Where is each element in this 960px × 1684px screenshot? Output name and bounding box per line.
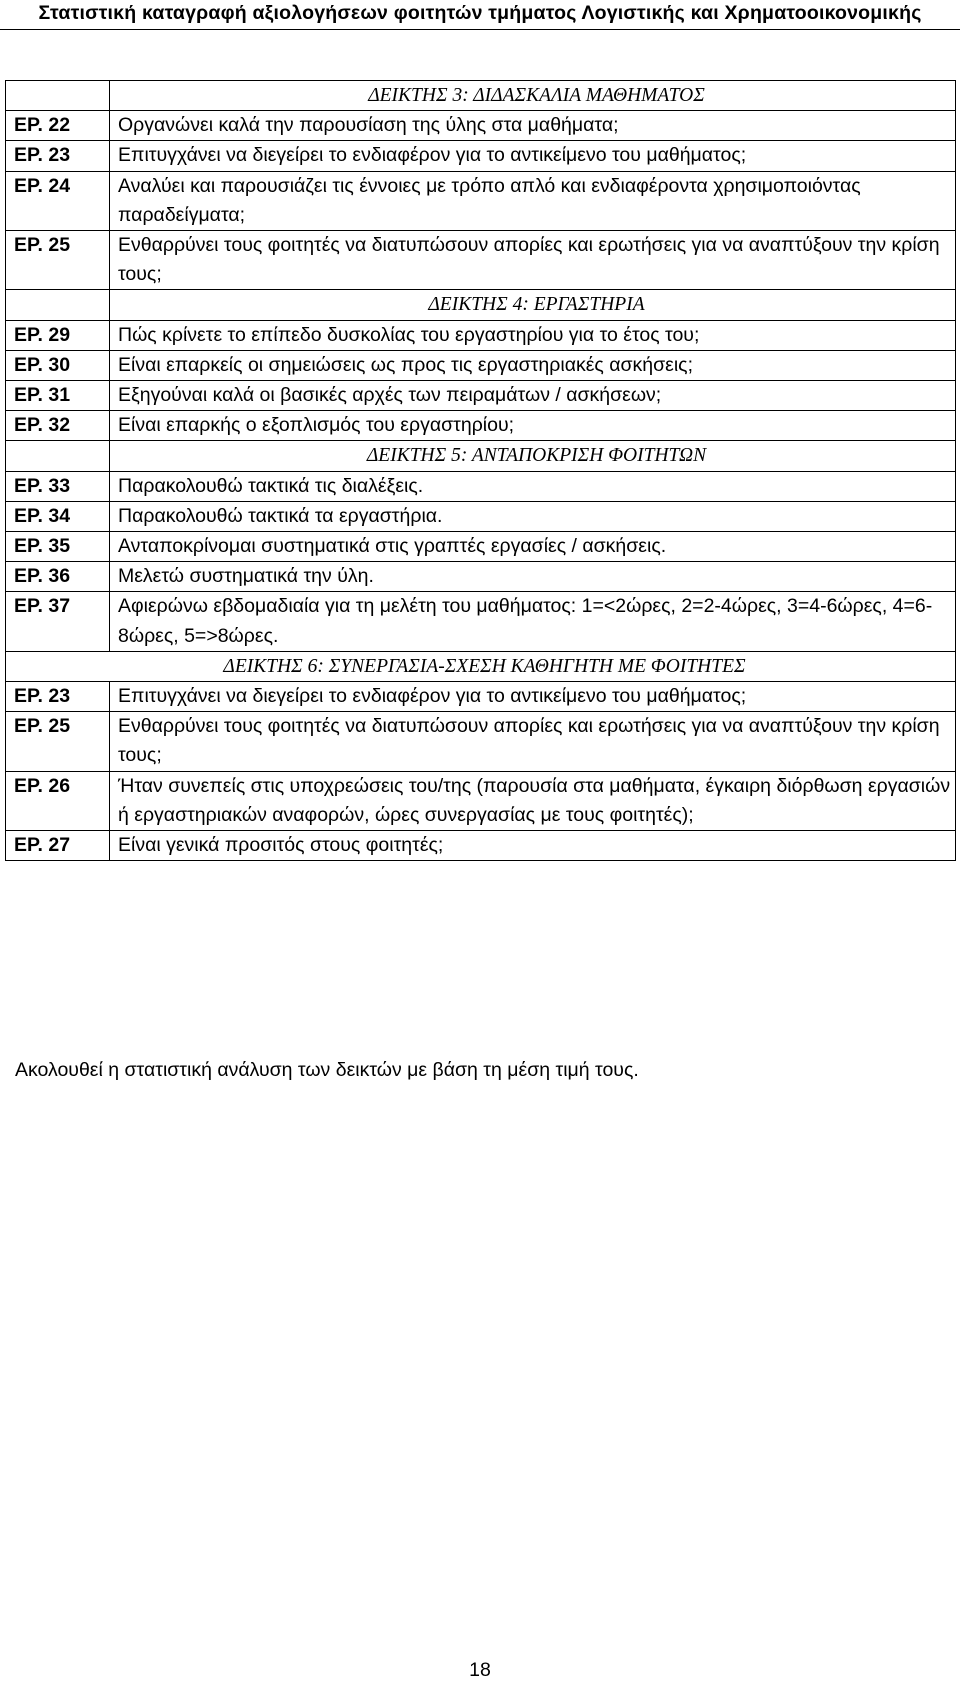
table-row [6, 771, 956, 830]
question-code: ΕΡ. 25 [6, 712, 110, 771]
question-code: ΕΡ. 37 [6, 592, 110, 651]
section-empty-cell [6, 441, 110, 471]
table-row [6, 411, 956, 441]
question-text: Είναι επαρκής ο εξοπλισμός του εργαστηρίου; [110, 411, 956, 441]
survey-questions-table [5, 80, 956, 861]
section-row-indicator-5 [6, 441, 956, 471]
table-row [6, 592, 956, 651]
question-code: ΕΡ. 22 [6, 111, 110, 141]
table-row [6, 350, 956, 380]
question-text: Αφιερώνω εβδομαδιαία για τη μελέτη του μαθήματος: 1=<2ώρες, 2=2-4ώρες, 3=4-6ώρες, 4=6-8ώρες, 5=>8ώρες. [110, 592, 956, 651]
section-title-indicator-3: ΔΕΙΚΤΗΣ 3: ΔΙΔΑΣΚΑΛΙΑ ΜΑΘΗΜΑΤΟΣ [110, 81, 956, 111]
header-rule [0, 29, 960, 30]
analysis-intro-text: Ακολουθεί η στατιστική ανάλυση των δεικτών με βάση τη μέση τιμή τους. [15, 1059, 639, 1081]
table-row [6, 111, 956, 141]
page-number: 18 [469, 1659, 491, 1681]
table-row [6, 682, 956, 712]
table-row [6, 831, 956, 861]
question-text: Είναι γενικά προσιτός στους φοιτητές; [110, 831, 956, 861]
question-code: ΕΡ. 35 [6, 532, 110, 562]
question-text: Επιτυγχάνει να διεγείρει το ενδιαφέρον για το αντικείμενο του μαθήματος; [110, 141, 956, 171]
section-title-indicator-5: ΔΕΙΚΤΗΣ 5: ΑΝΤΑΠΟΚΡΙΣΗ ΦΟΙΤΗΤΩΝ [110, 441, 956, 471]
section-row-indicator-4 [6, 290, 956, 320]
table-row [6, 231, 956, 290]
question-code: ΕΡ. 33 [6, 471, 110, 501]
table-row [6, 562, 956, 592]
section-empty-cell [6, 290, 110, 320]
question-text: Οργανώνει καλά την παρουσίαση της ύλης στα μαθήματα; [110, 111, 956, 141]
question-text: Ήταν συνεπείς στις υποχρεώσεις του/της (παρουσία στα μαθήματα, έγκαιρη διόρθωση εργασιών ή εργαστηριακών αναφορών, ώρες συνεργασίας με τους φοιτητές); [110, 771, 956, 830]
question-code: ΕΡ. 26 [6, 771, 110, 830]
table-row [6, 320, 956, 350]
question-text: Πώς κρίνετε το επίπεδο δυσκολίας του εργαστηρίου για το έτος του; [110, 320, 956, 350]
question-code: ΕΡ. 24 [6, 171, 110, 230]
question-text: Αναλύει και παρουσιάζει τις έννοιες με τρόπο απλό και ενδιαφέροντα χρησιμοποιόντας παραδείγματα; [110, 171, 956, 230]
section-row-indicator-6 [6, 651, 956, 681]
table-row [6, 471, 956, 501]
table-row [6, 141, 956, 171]
table-row [6, 171, 956, 230]
table-row [6, 381, 956, 411]
question-code: ΕΡ. 23 [6, 682, 110, 712]
question-code: ΕΡ. 32 [6, 411, 110, 441]
question-text: Εξηγούναι καλά οι βασικές αρχές των πειραμάτων / ασκήσεων; [110, 381, 956, 411]
question-code: ΕΡ. 30 [6, 350, 110, 380]
question-code: ΕΡ. 27 [6, 831, 110, 861]
section-title-indicator-4: ΔΕΙΚΤΗΣ 4: ΕΡΓΑΣΤΗΡΙΑ [110, 290, 956, 320]
question-text: Παρακολουθώ τακτικά τις διαλέξεις. [110, 471, 956, 501]
question-text: Μελετώ συστηματικά την ύλη. [110, 562, 956, 592]
document-header-title: Στατιστική καταγραφή αξιολογήσεων φοιτητών τμήματος Λογιστικής και Χρηματοοικονομικής [38, 2, 922, 24]
table-row [6, 712, 956, 771]
question-code: ΕΡ. 34 [6, 501, 110, 531]
question-text: Ενθαρρύνει τους φοιτητές να διατυπώσουν απορίες και ερωτήσεις για να αναπτύξουν την κρίση τους; [110, 231, 956, 290]
question-code: ΕΡ. 29 [6, 320, 110, 350]
question-text: Είναι επαρκείς οι σημειώσεις ως προς τις εργαστηριακές ασκήσεις; [110, 350, 956, 380]
question-text: Ανταποκρίνομαι συστηματικά στις γραπτές εργασίες / ασκήσεις. [110, 532, 956, 562]
question-text: Επιτυγχάνει να διεγείρει το ενδιαφέρον για το αντικείμενο του μαθήματος; [110, 682, 956, 712]
table-row [6, 532, 956, 562]
question-text: Ενθαρρύνει τους φοιτητές να διατυπώσουν απορίες και ερωτήσεις για να αναπτύξουν την κρίση τους; [110, 712, 956, 771]
question-code: ΕΡ. 25 [6, 231, 110, 290]
question-code: ΕΡ. 31 [6, 381, 110, 411]
question-text: Παρακολουθώ τακτικά τα εργαστήρια. [110, 501, 956, 531]
table-row [6, 501, 956, 531]
section-title-indicator-6: ΔΕΙΚΤΗΣ 6: ΣΥΝΕΡΓΑΣΙΑ-ΣΧΕΣΗ ΚΑΘΗΓΗΤΗ ΜΕ ΦΟΙΤΗΤΕΣ [6, 651, 956, 681]
section-row-indicator-3 [6, 81, 956, 111]
section-empty-cell [6, 81, 110, 111]
question-code: ΕΡ. 23 [6, 141, 110, 171]
question-code: ΕΡ. 36 [6, 562, 110, 592]
